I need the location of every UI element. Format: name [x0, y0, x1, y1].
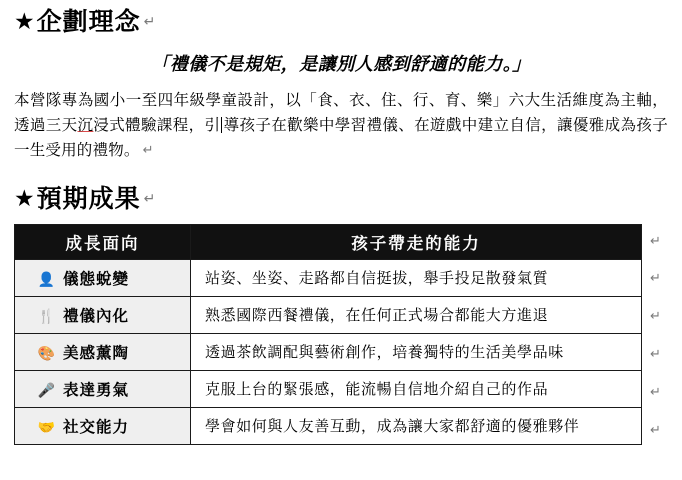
outcomes-table-body [15, 259, 642, 444]
table-row [15, 407, 642, 444]
table-header-row [15, 224, 642, 259]
paragraph-mark-2: ↵ [143, 191, 157, 208]
table-row [15, 259, 642, 296]
cutlery-icon: 🍴 [37, 308, 57, 325]
section-heading-concept-text: 企劃理念 [36, 7, 141, 36]
paragraph-mark-row: ↵ [650, 384, 661, 400]
column-header-aspect: 成長面向 [15, 224, 191, 259]
concept-paragraph-part2: 浸式體驗課程，引 [93, 115, 221, 134]
aspect-label: 禮儀內化 [63, 306, 130, 325]
cell-aspect [15, 370, 191, 407]
section-heading-outcomes [14, 185, 668, 214]
cell-ability: 熟悉國際西餐禮儀，在任何正式場合都能大方進退 [191, 296, 642, 333]
concept-paragraph-part1: 本營隊專為國小一至四年級學童設計，以「食、衣、住、行、育、樂」六大生活維度為主軸，透過三天 [14, 90, 668, 134]
aspect-label: 美感薰陶 [63, 343, 130, 362]
paragraph-mark-row: ↵ [650, 308, 661, 324]
aspect-label: 社交能力 [63, 417, 130, 436]
microphone-icon: 🎤 [37, 382, 57, 399]
cell-ability: 學會如何與人友善互動，成為讓大家都舒適的優雅夥伴 [191, 407, 642, 444]
cell-aspect [15, 259, 191, 296]
aspect-label: 表達勇氣 [63, 380, 130, 399]
palette-icon: 🎨 [37, 345, 57, 362]
table-row [15, 370, 642, 407]
aspect-label: 儀態蛻變 [63, 269, 130, 288]
outcomes-table [14, 224, 642, 445]
paragraph-mark-end: ↵ [142, 142, 154, 158]
column-header-ability: 孩子帶走的能力 [191, 224, 642, 259]
star-icon: ★ [14, 9, 36, 36]
cell-aspect [15, 296, 191, 333]
outcomes-table-wrap [14, 224, 668, 445]
cell-ability: 站姿、坐姿、走路都自信挺拔，舉手投足散發氣質 [191, 259, 642, 296]
paragraph-mark-row: ↵ [650, 422, 661, 438]
table-row [15, 296, 642, 333]
paragraph-mark-row: ↵ [650, 233, 661, 249]
concept-quote: 「禮儀不是規矩，是讓別人感到舒適的能力。」 [151, 53, 531, 75]
cell-ability: 克服上台的緊張感，能流暢自信地介紹自己的作品 [191, 370, 642, 407]
paragraph-mark-row: ↵ [650, 270, 661, 286]
cell-ability: 透過茶飲調配與藝術創作，培養獨特的生活美學品味 [191, 333, 642, 370]
concept-paragraph-part3: 導孩子在歡樂中學習禮儀、在遊戲中建立自信，讓優雅成為孩子一生受用的禮物。 [14, 115, 669, 159]
paragraph-mark-row: ↵ [650, 346, 661, 362]
person-icon: 👤 [37, 271, 57, 288]
cell-aspect [15, 333, 191, 370]
handshake-icon: 🤝 [37, 419, 57, 436]
table-row [15, 333, 642, 370]
paragraph-mark: ↵ [143, 14, 157, 31]
star-icon-2: ★ [14, 186, 36, 213]
section-heading-outcomes-text: 預期成果 [36, 184, 141, 214]
cell-aspect [15, 407, 191, 444]
spellcheck-underlined-word: 沉 [77, 115, 94, 134]
concept-paragraph [14, 88, 668, 163]
table-side-paragraph-marks [650, 224, 680, 450]
outcomes-table-head [15, 224, 642, 259]
section-heading-concept [14, 8, 668, 37]
